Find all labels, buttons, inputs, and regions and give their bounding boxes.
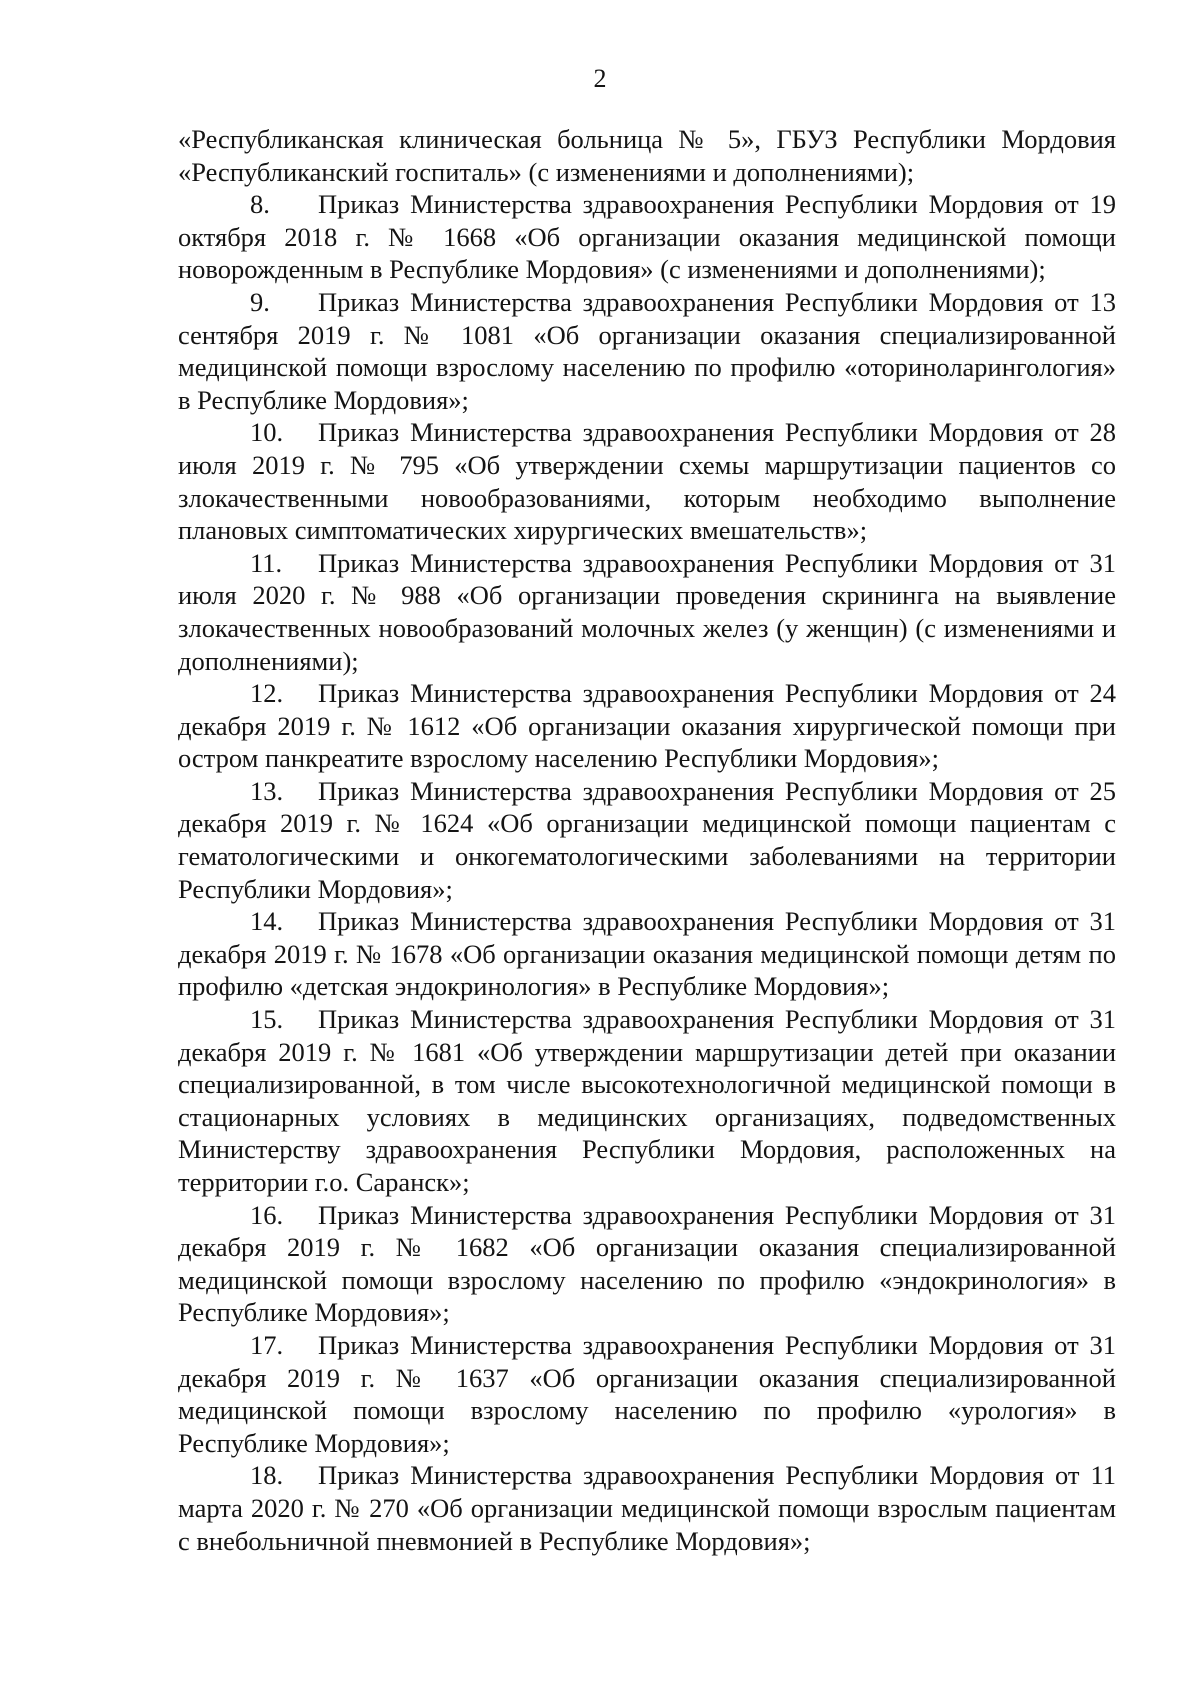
intro-paragraph: «Республиканская клиническая больница № 5», ГБУЗ Республики Мордовия «Республиканский госпиталь» (с изменениями и дополнениями);	[178, 124, 1116, 187]
item-text: Приказ Министерства здравоохранения Республики Мордовия от 24 декабря 2019 г. № 1612 «Об организации оказания хирургической помощи при остром панкреатите взрослому населению Республики Мордовия»;	[178, 678, 1116, 774]
page-number: 2	[593, 64, 607, 93]
list-item	[178, 188, 1116, 286]
list-item	[178, 1199, 1116, 1329]
item-text: Приказ Министерства здравоохранения Республики Мордовия от 31 декабря 2019 г. № 1678 «Об организации оказания медицинской помощи детям по профилю «детская эндокринология» в Республике Мордовия»;	[178, 906, 1116, 1002]
item-text: Приказ Министерства здравоохранения Республики Мордовия от 31 декабря 2019 г. № 1681 «Об утверждении маршрутизации детей при оказании специализированной, в том числе высокотехнологичной медицинской помощи в стационарных условиях в медицинских организациях, подведомственных Министерству здравоохранения Республики Мордовия, расположенных на территории г.о. Саранск»;	[178, 1004, 1116, 1197]
item-number: 11.	[250, 547, 283, 578]
item-number: 14.	[250, 906, 284, 937]
item-text: Приказ Министерства здравоохранения Республики Мордовия от 31 декабря 2019 г. № 1637 «Об организации оказания специализированной медицинской помощи взрослому населению по профилю «урология» в Республике Мордовия»;	[178, 1329, 1116, 1458]
item-number: 12.	[250, 678, 284, 709]
item-text: Приказ Министерства здравоохранения Республики Мордовия от 28 июля 2019 г. № 795 «Об утверждении схемы маршрутизации пациентов со злокачественными новообразованиями, которым необходимо выполнение плановых симптоматических хирургических вмешательств»;	[178, 417, 1116, 546]
item-number: 16.	[250, 1199, 284, 1230]
list-item	[178, 286, 1116, 416]
item-number: 13.	[250, 775, 284, 806]
item-number: 15.	[250, 1004, 284, 1035]
list-item	[178, 905, 1116, 1003]
item-text: Приказ Министерства здравоохранения Республики Мордовия от 11 марта 2020 г. № 270 «Об организации медицинской помощи взрослым пациентам с внебольничной пневмонией в Республике Мордовия»;	[178, 1460, 1116, 1556]
item-text: Приказ Министерства здравоохранения Республики Мордовия от 19 октября 2018 г. № 1668 «Об организации оказания медицинской помощи новорожденным в Республике Мордовия» (с изменениями и дополнениями);	[178, 189, 1116, 285]
document-body	[178, 123, 1116, 1557]
item-number: 18.	[250, 1460, 284, 1491]
list-item	[178, 775, 1116, 905]
list-item	[178, 1459, 1116, 1557]
list-item	[178, 677, 1116, 775]
item-text: Приказ Министерства здравоохранения Республики Мордовия от 13 сентября 2019 г. № 1081 «Об организации оказания специализированной медицинской помощи взрослому населению по профилю «оториноларингология» в Республике Мордовия»;	[178, 286, 1116, 415]
list-item	[178, 416, 1116, 546]
item-number: 9.	[250, 286, 270, 317]
item-text: Приказ Министерства здравоохранения Республики Мордовия от 31 июля 2020 г. № 988 «Об организации проведения скрининга на выявление злокачественных новообразований молочных желез (у женщин) (с изменениями и дополнениями);	[178, 547, 1116, 676]
item-text: Приказ Министерства здравоохранения Республики Мордовия от 25 декабря 2019 г. № 1624 «Об организации медицинской помощи пациентам с гематологическими и онкогематологическими заболеваниями на территории Республики Мордовия»;	[178, 775, 1116, 904]
item-text: Приказ Министерства здравоохранения Республики Мордовия от 31 декабря 2019 г. № 1682 «Об организации оказания специализированной медицинской помощи взрослому населению по профилю «эндокринология» в Республике Мордовия»;	[178, 1199, 1116, 1328]
list-item	[178, 547, 1116, 677]
list-item	[178, 1329, 1116, 1459]
list-item	[178, 1003, 1116, 1199]
item-number: 17.	[250, 1329, 284, 1360]
item-number: 8.	[250, 189, 270, 220]
item-number: 10.	[250, 417, 284, 448]
